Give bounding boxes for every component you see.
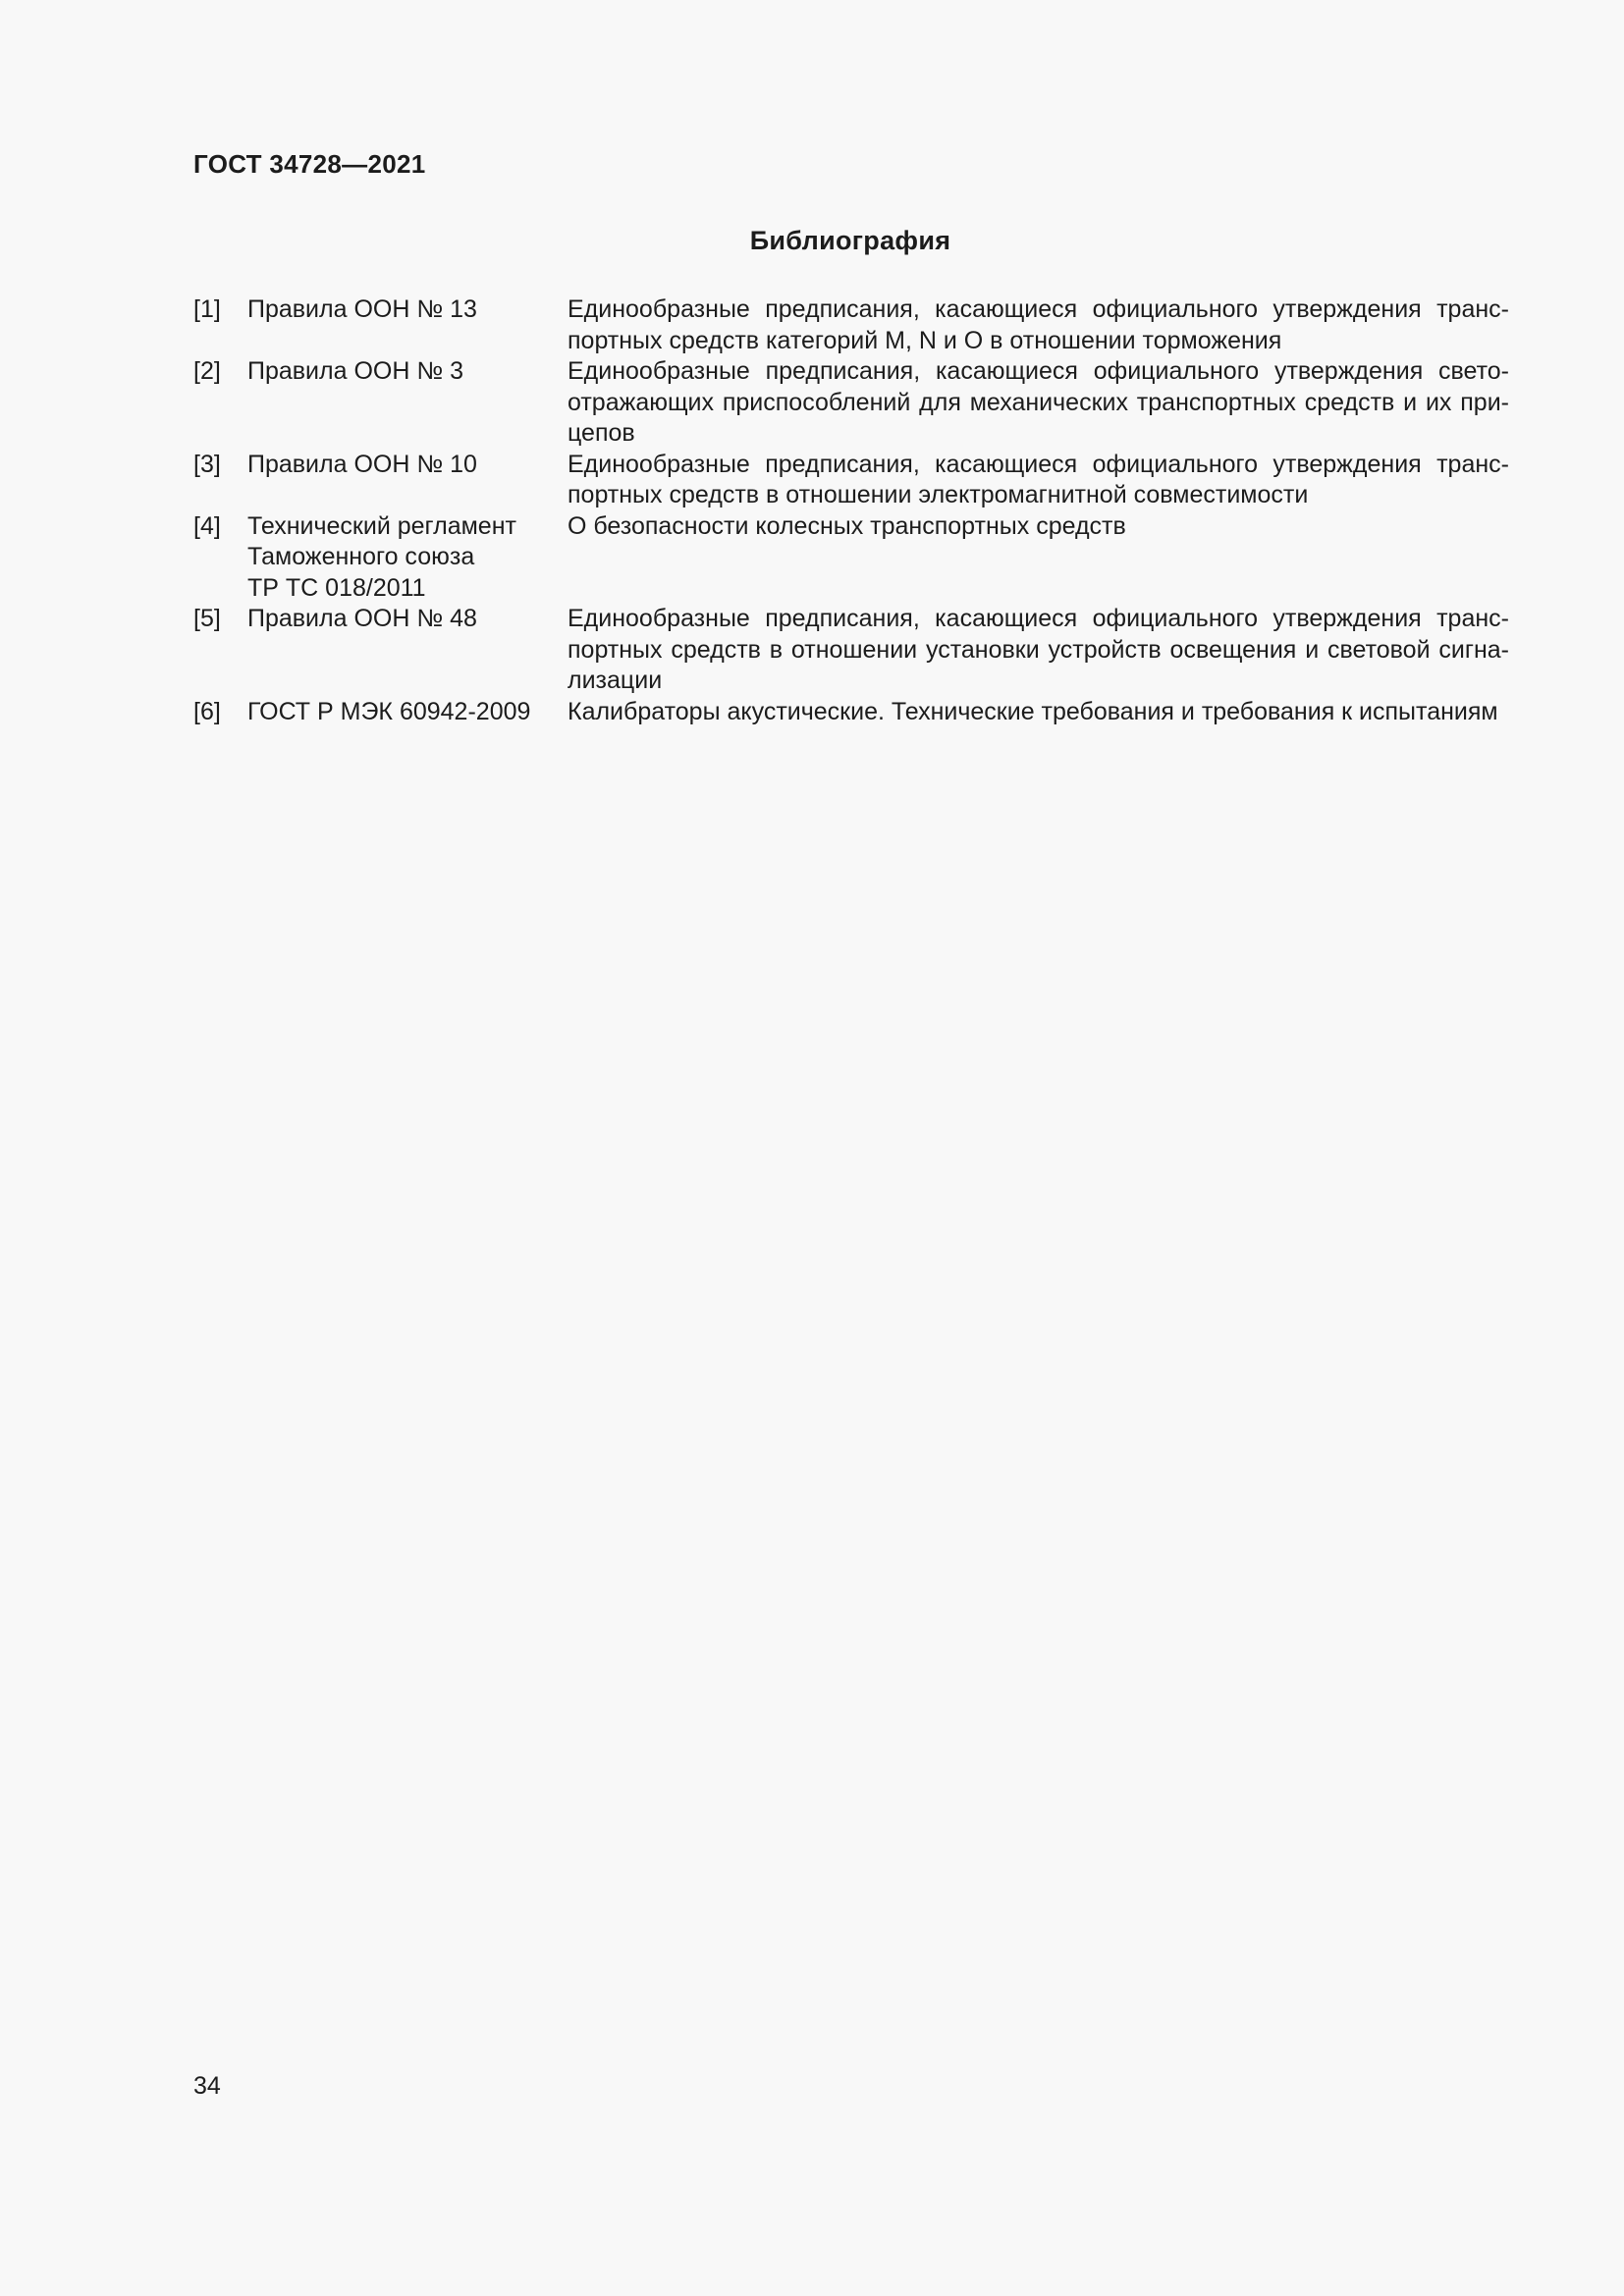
entry-reference: Правила ООН № 3 [247,357,464,385]
bibliography-entry [193,697,1509,728]
entry-reference: Технический регламент Таможенного союза ТР ТС 018/2011 [247,511,516,602]
entry-number: [2] [193,357,221,385]
entry-number: [6] [193,697,221,725]
entry-title: Единообразные предписания, касающиеся официального утверждения транспортных средств в отношении электромагнитной совместимости [568,450,1509,508]
entry-number: [1] [193,295,221,323]
bibliography-list [193,294,1509,727]
entry-reference: Правила ООН № 48 [247,605,477,632]
entry-reference: ГОСТ Р МЭК 60942-2009 [247,697,531,725]
entry-title: Единообразные предписания, касающиеся официального утверждения транспортных средств категорий M, N и O в отношении торможения [568,295,1509,354]
entry-number: [3] [193,450,221,478]
bibliography-entry [193,511,1509,605]
entry-number: [4] [193,511,221,540]
entry-number: [5] [193,605,221,632]
entry-title: О безопасности колесных транспортных средств [568,511,1126,540]
document-header-standard-id: ГОСТ 34728—2021 [193,149,426,179]
entry-title: Единообразные предписания, касающиеся официального утверждения транспортных средств в отношении установки устройств освещения и световой сигнализации [568,605,1509,694]
entry-reference: Правила ООН № 13 [247,295,477,323]
entry-title: Калибраторы акустические. Технические требования и требования к испытаниям [568,697,1498,725]
bibliography-entry [193,450,1509,511]
bibliography-entry [193,604,1509,697]
bibliography-entry [193,294,1509,356]
entry-reference: Правила ООН № 10 [247,450,477,478]
entry-title: Единообразные предписания, касающиеся официального утверждения светоотражающих приспособлений для механических транспортных средств и их прицепов [568,357,1509,447]
bibliography-entry [193,356,1509,450]
page-number: 34 [193,2072,221,2100]
section-title-bibliography: Библиография [749,226,951,255]
